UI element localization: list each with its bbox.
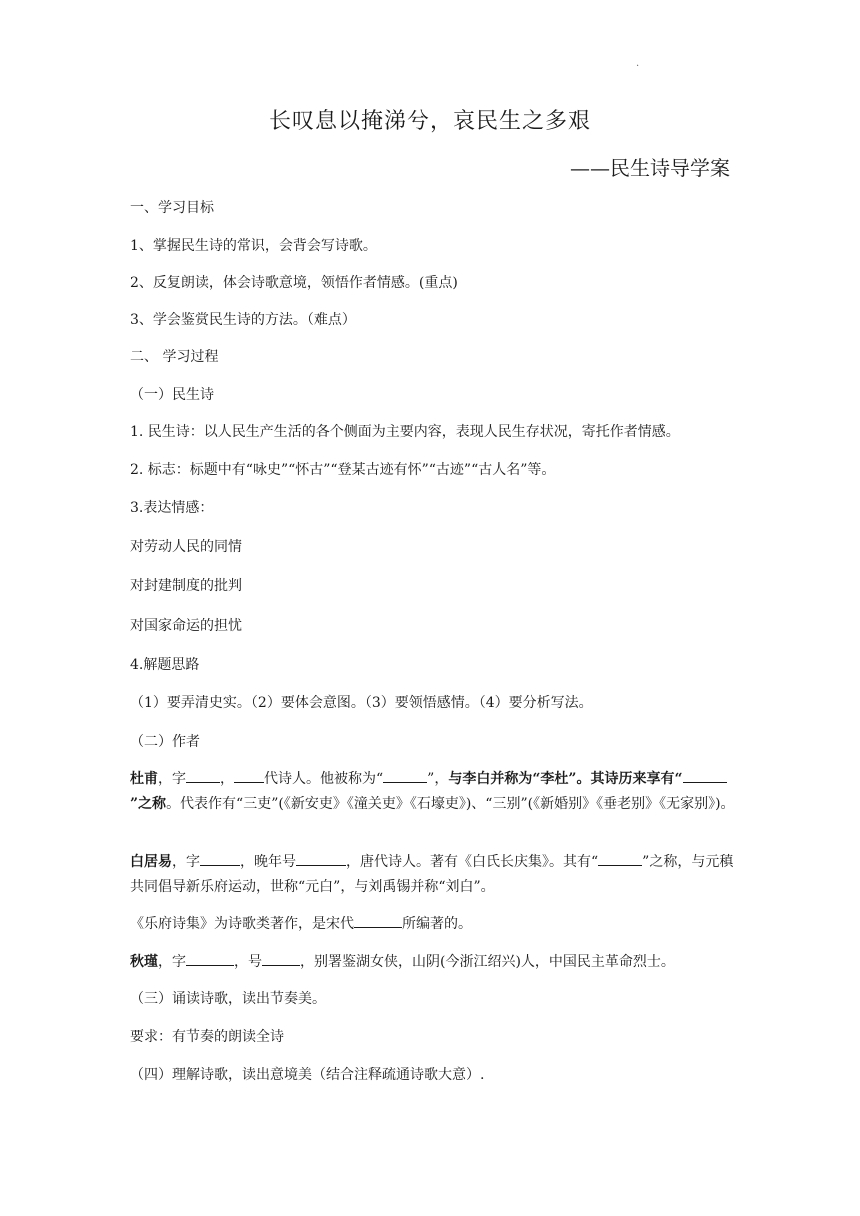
section-heading-goals: 一、学习目标 <box>130 200 214 216</box>
emotion-heading: 3.表达情感： <box>130 500 214 516</box>
subsection-heading-authors: （二）作者 <box>130 734 200 750</box>
recite-requirement: 要求：有节奏的朗读全诗 <box>130 1029 284 1045</box>
fill-blank[interactable] <box>234 767 264 783</box>
author-name-dufu: 杜甫 <box>130 771 158 787</box>
emotion-item-2: 对封建制度的批判 <box>130 578 242 594</box>
page-title: 长叹息以掩涕兮，哀民生之多艰 <box>268 109 591 134</box>
fill-blank[interactable] <box>598 850 642 866</box>
fill-blank[interactable] <box>200 850 240 866</box>
author-dufu: 杜甫，字 ， 代诗人。他被称为“ ”，与李白并称为“李杜”。其诗历来享有“”之称。代表作有“三吏”(《新安吏》《潼关吏》《石壕吏》)、“三别”(《新婚别》《垂老别》《无家别》)。 <box>130 767 740 817</box>
fill-blank[interactable] <box>186 950 234 966</box>
fill-blank[interactable] <box>296 850 346 866</box>
fill-blank[interactable] <box>262 950 300 966</box>
page-mark: . <box>636 58 640 69</box>
yuefu-line: 《乐府诗集》为诗歌类著作，是宋代 所编著的。 <box>130 912 740 936</box>
subsection-heading-recite: （三）诵读诗歌，读出节奏美。 <box>130 991 326 1007</box>
emotion-item-1: 对劳动人民的同情 <box>130 539 242 555</box>
marker-item: 2. 标志：标题中有“咏史”“怀古”“登某古迹有怀”“古迹”“古人名”等。 <box>130 462 556 478</box>
fill-blank[interactable] <box>186 767 220 783</box>
method-heading: 4.解题思路 <box>130 657 200 673</box>
fill-blank[interactable] <box>683 767 727 783</box>
author-name-qiujin: 秋瑾 <box>130 954 158 970</box>
method-steps: （1）要弄清史实。（2）要体会意图。（3）要领悟感情。（4）要分析写法。 <box>130 695 593 711</box>
section-heading-process: 二、 学习过程 <box>130 349 219 365</box>
emotion-item-3: 对国家命运的担忧 <box>130 618 242 634</box>
fill-blank[interactable] <box>354 912 402 928</box>
author-baijuyi: 白居易，字 ，晚年号 ，唐代诗人。著有《白氏长庆集》。其有“ ”之称，与元稹共同倡导新乐府运动，世称“元白”，与刘禹锡并称“刘白”。 <box>130 850 740 900</box>
goal-item-1: 1、掌握民生诗的常识，会背会写诗歌。 <box>130 238 377 254</box>
author-name-baijuyi: 白居易 <box>130 854 172 870</box>
goal-item-2: 2、反复朗读，体会诗歌意境，领悟作者情感。(重点) <box>130 275 458 291</box>
fill-blank[interactable] <box>383 767 427 783</box>
subsection-heading-understand: （四）理解诗歌，读出意境美（结合注释疏通诗歌大意）. <box>130 1067 485 1083</box>
subsection-heading-minsheng: （一）民生诗 <box>130 387 214 403</box>
goal-item-3: 3、学会鉴赏民生诗的方法。（难点） <box>130 312 356 328</box>
definition-item: 1. 民生诗：以人民生产生活的各个侧面为主要内容，表现人民生存状况，寄托作者情感。 <box>130 424 680 440</box>
page-subtitle: ——民生诗导学案 <box>570 156 730 180</box>
author-qiujin: 秋瑾，字 ，号 ，别署鉴湖女侠，山阴(今浙江绍兴)人，中国民主革命烈士。 <box>130 950 740 974</box>
